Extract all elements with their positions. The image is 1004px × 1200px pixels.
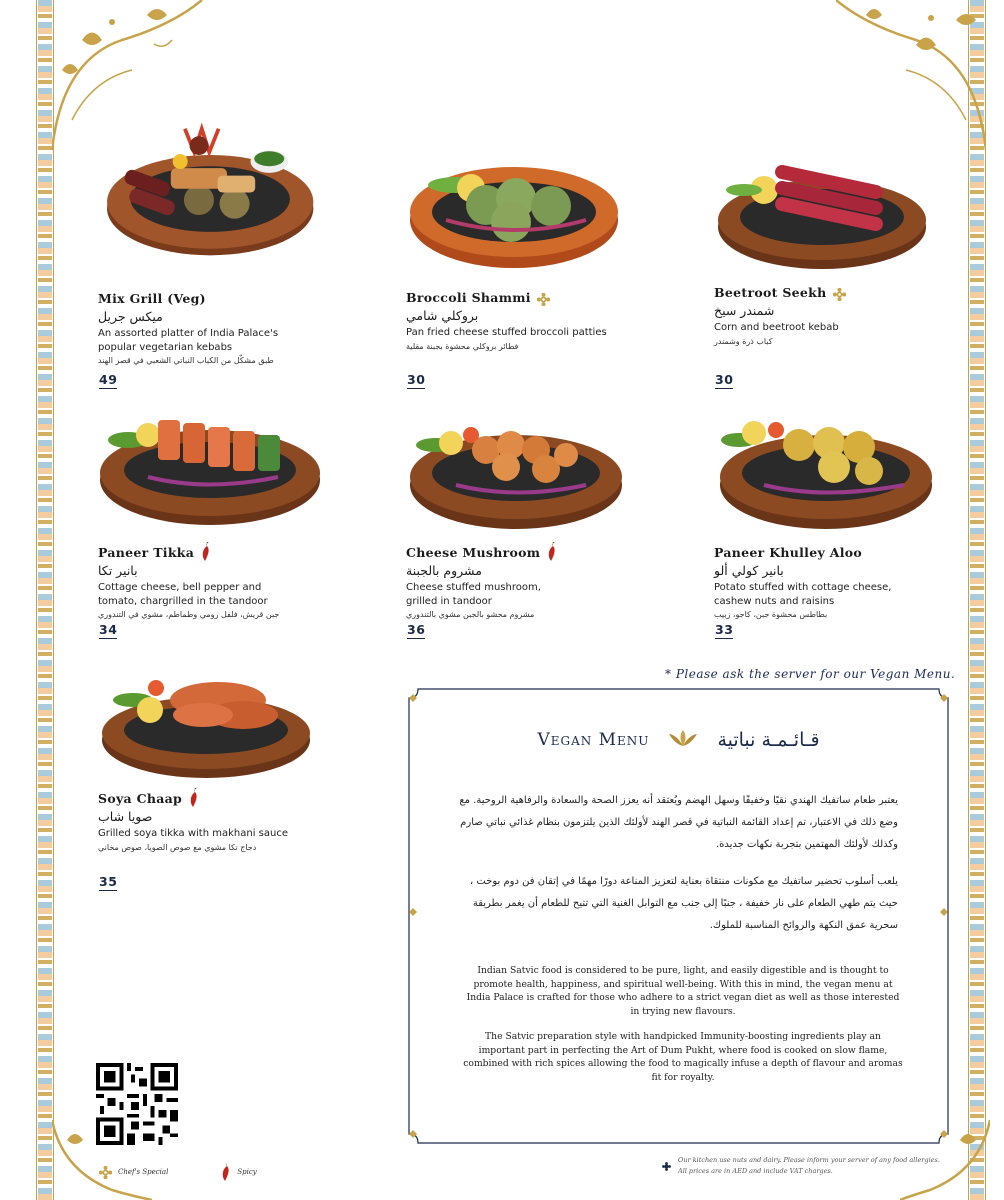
dish-name-arabic: بروكلي شامي: [406, 308, 479, 323]
dish-card: [98, 110, 338, 365]
dish-photo: [714, 145, 944, 270]
qr-code[interactable]: [96, 1063, 178, 1145]
dish-card: [98, 405, 338, 619]
dish-name: Beetroot Seekh: [714, 284, 827, 300]
dish-name-arabic: بانير تكا: [98, 563, 138, 578]
dish-description-arabic: دجاج تكا مشوي مع صوص الصويا، صوص مخاني: [98, 842, 257, 852]
dish-description: Grilled soya tikka with makhani sauce: [98, 828, 288, 839]
dish-name: Soya Chaap: [98, 790, 183, 806]
vegan-arabic-paragraph-2: يلعب أسلوب تحضير ساتفيك مع مكونات منتقاة بعناية لتعزيز المناعة دورًا مهمًا في إتقان فن دوم بوخت ، حيث يتم طهي الطعام على نار خفيفة ، جنبًا إلى جنب مع التوابل الغنية التي تتيح للطعام أن يغمر بطريقة سحرية عمق النكهة والروائح المناسبة للملوك.: [469, 876, 898, 931]
dish-photo: [98, 405, 328, 530]
lotus-icon: [667, 728, 699, 752]
left-ornamental-border: [38, 0, 52, 1200]
dish-name: Cheese Mushroom: [406, 544, 541, 560]
allergy-line-1: Our kitchen use nuts and dairy. Please inform your server of any food allergies.: [678, 1156, 940, 1164]
vegan-menu-note: * Please ask the server for our Vegan Menu.: [665, 667, 956, 681]
dish-price: 36: [407, 622, 426, 637]
dish-name: Broccoli Shammi: [406, 289, 531, 305]
dish-photo: [98, 670, 328, 780]
dish-photo: [714, 405, 944, 530]
dish-price: 30: [715, 372, 734, 387]
dish-description-arabic: جبن قريش، فلفل رومي وطماطم، مشوي في التندوري: [98, 610, 280, 619]
right-ornamental-border: [970, 0, 984, 1200]
dish-description-arabic: كباب ذرة وشمندر: [714, 336, 773, 346]
dish-photo: [406, 405, 636, 530]
dish-price: 33: [715, 622, 734, 637]
dish-photo: [406, 140, 636, 270]
legend-chef-special-label: Chef's Special: [118, 1168, 169, 1176]
allergy-notice: [678, 1155, 940, 1177]
chili-icon: [200, 542, 211, 562]
dish-card: [714, 145, 954, 346]
dish-name-arabic: ميكس جريل: [98, 309, 163, 324]
legend-spicy-label: Spicy: [237, 1168, 257, 1176]
allergy-info-icon: [662, 1156, 671, 1175]
dish-description-arabic: مشروم محشو بالجبن مشوي بالتندوري: [406, 610, 535, 619]
dish-name-arabic: صويا شاب: [98, 809, 153, 824]
dish-card: [98, 670, 338, 852]
dish-price: 34: [99, 622, 118, 637]
chef-special-icon: [99, 1166, 112, 1179]
dish-price: 35: [99, 874, 118, 889]
dish-name: Paneer Khulley Aloo: [714, 544, 863, 560]
dish-card: [714, 405, 954, 619]
dish-name-arabic: مشروم بالجبنة: [406, 563, 482, 578]
dish-description: Cottage cheese, bell pepper and tomato, chargrilled in the tandoor: [98, 582, 268, 607]
dish-name: Mix Grill (Veg): [98, 290, 206, 306]
dish-description: Potato stuffed with cottage cheese, cashew nuts and raisins: [714, 582, 892, 607]
dish-description-arabic: فطائر بروكلي محشوة بجبنة مقلية: [406, 341, 519, 351]
dish-description: Pan fried cheese stuffed broccoli patties: [406, 327, 607, 338]
vegan-menu-box: [408, 688, 949, 1144]
dish-description: An assorted platter of India Palace's popular vegetarian kebabs: [98, 328, 279, 353]
dish-description: Cheese stuffed mushroom, grilled in tandoor: [406, 582, 541, 607]
chili-icon: [546, 542, 557, 562]
dish-name-arabic: شمندر سيخ: [714, 303, 775, 318]
dish-description-arabic: بطاطس محشوة جبن، كاجو، زبيب: [714, 610, 828, 619]
top-right-ornament: [836, 0, 986, 150]
chef-special-icon: [537, 291, 550, 304]
vegan-arabic-paragraph-1: يعتبر طعام ساتفيك الهندي نقيًا وخفيفًا وسهل الهضم ويُعتقد أنه يعزز الصحة والسعادة والرفاهية الروحية. مع وضع ذلك في الاعتبار، تم إعداد القائمة النباتية في قصر الهند لأولئك الذين يلتزمون بنظام غذائي نباتي صارم وكذلك لأولئك المهتمين بتجربة نكهات جديدة.: [459, 795, 898, 850]
dish-card: [406, 140, 646, 351]
dish-price: 49: [99, 372, 118, 387]
dish-photo: [98, 110, 328, 260]
vegan-menu-title-arabic: قـائـمـة نباتية: [717, 729, 820, 751]
legend: [99, 1162, 257, 1182]
allergy-line-2: All prices are in AED and include VAT charges.: [678, 1167, 833, 1175]
dish-name: Paneer Tikka: [98, 544, 195, 560]
chili-icon: [188, 788, 199, 808]
vegan-menu-title: Vegan Menu: [537, 730, 650, 750]
dish-description: Corn and beetroot kebab: [714, 322, 839, 333]
dish-price: 30: [407, 372, 426, 387]
dish-description-arabic: طبق مشكّل من الكباب النباتي الشعبي في قصر الهند: [98, 356, 274, 365]
dish-name-arabic: بانير كولي ألو: [714, 563, 784, 578]
vegan-english-paragraph-2: The Satvic preparation style with handpicked Immunity-boosting ingredients play an important part in perfecting the Art of Dum Pukht, where food is cooked on slow flame, combined with rich spices allowing the food to magically infuse a depth of flavour and aromas fit for royalty.: [463, 1031, 903, 1083]
chili-icon: [220, 1162, 231, 1182]
chef-special-icon: [833, 286, 846, 299]
vegan-english-paragraph-1: Indian Satvic food is considered to be pure, light, and easily digestible and is thought to promote health, happiness, and spiritual well-being. With this in mind, the vegan menu at India Palace is crafted for those who adhere to a strict vegan diet as well as those interested in trying new flavours.: [466, 965, 900, 1017]
dish-card: [406, 405, 646, 619]
